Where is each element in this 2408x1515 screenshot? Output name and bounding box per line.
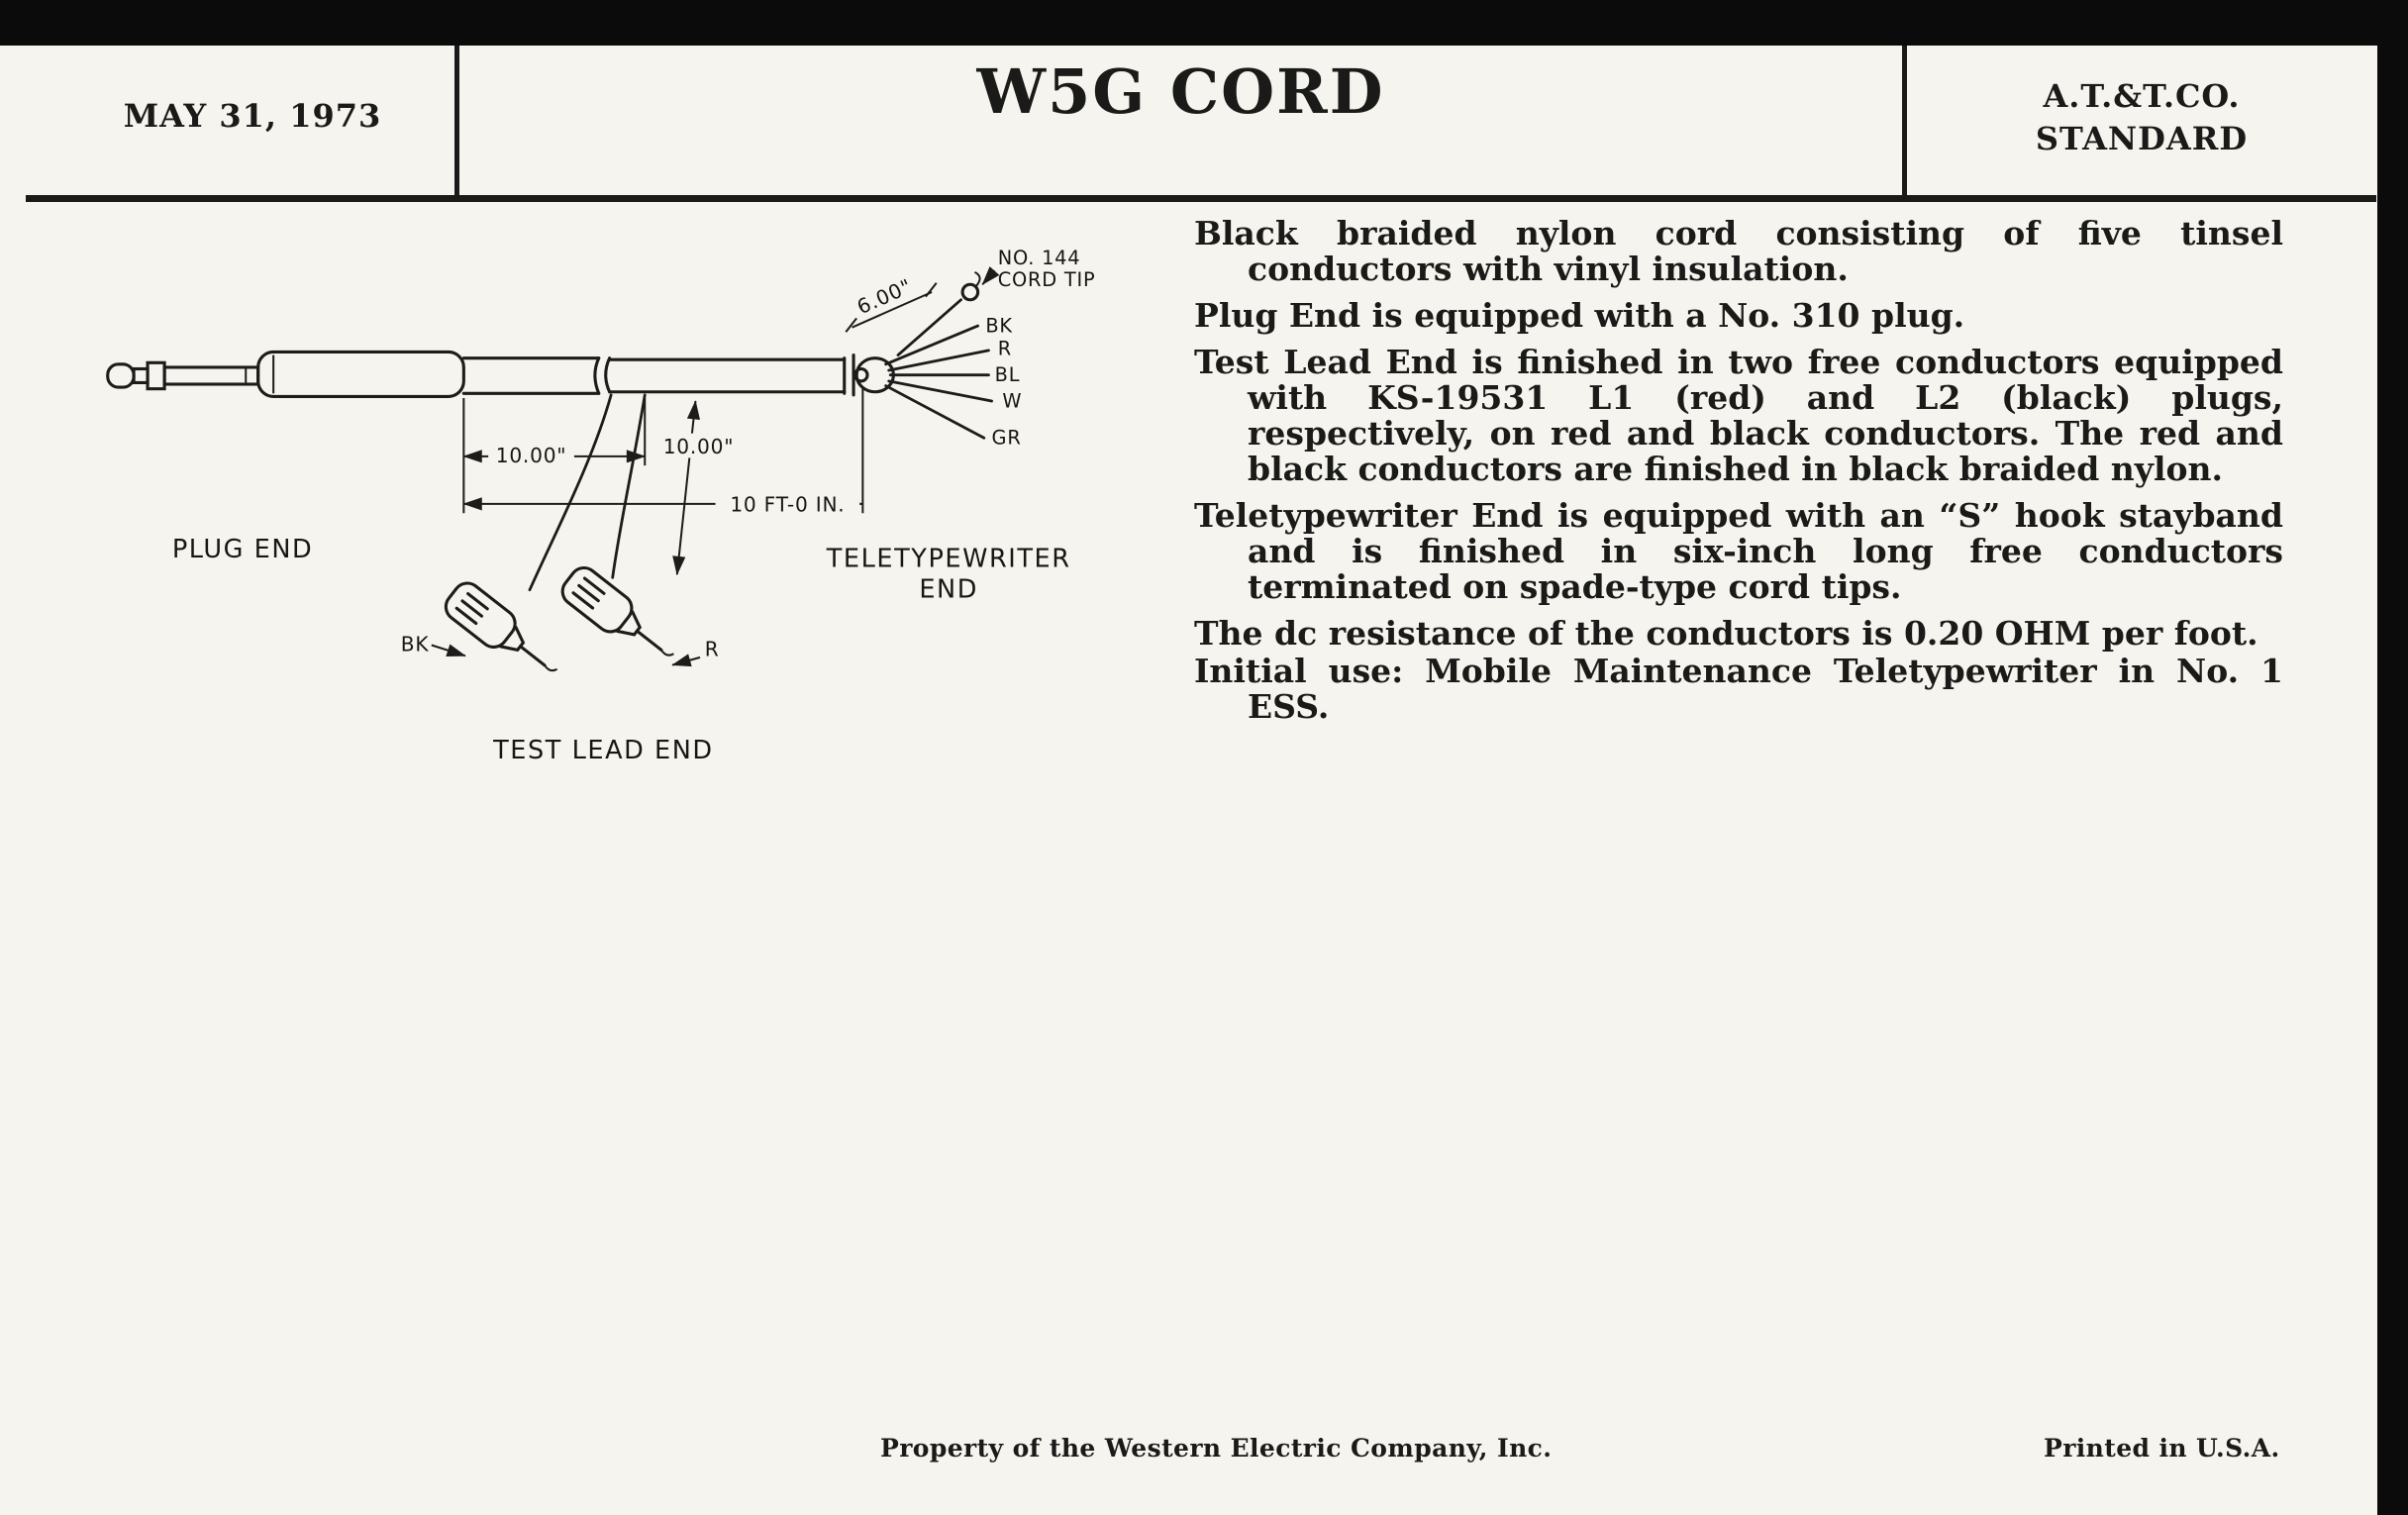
printed-notice: Printed in U.S.A.: [2044, 1434, 2280, 1463]
standard-stamp: [1907, 75, 2376, 160]
header-rule: [26, 195, 2376, 202]
header-divider-right: [1902, 46, 1907, 196]
standard-stamp-line1: A.T.&T.CO.: [2043, 77, 2241, 115]
test-lead-r-label: R: [704, 637, 720, 661]
scan-top-edge: [0, 0, 2408, 46]
header-divider-left: [454, 46, 459, 196]
spec-paragraph-5: The dc resistance of the conductors is 0.20 OHM per foot.: [1194, 614, 2258, 653]
teletypewriter-end-label-line2: END: [919, 574, 978, 605]
spec-paragraph-1: Black braided nylon cord consisting of five tinsel conductors with vinyl insulation.: [1194, 214, 2283, 288]
teletypewriter-end-label-line1: TELETYPEWRITER: [826, 544, 1071, 574]
dimension-ten-inch-lead-label: 10.00": [662, 434, 735, 458]
specification-text: [1194, 216, 2283, 736]
plug-end-drawing: [108, 352, 853, 396]
spec-paragraph-3: Test Lead End is finished in two free conductors equipped with KS-19531 L1 (red) and L2 (black) plugs, respectively, on red and black conductors. The red and black conductors are finished in black braided nylon.: [1194, 343, 2283, 488]
conductor-label-r: R: [997, 337, 1012, 360]
property-notice: Property of the Western Electric Company, Inc.: [880, 1434, 1553, 1463]
dimension-overall-label: 10 FT-0 IN.: [730, 492, 846, 517]
issue-date: MAY 31, 1973: [123, 97, 382, 135]
scan-right-edge: [2377, 0, 2408, 1515]
dimension-six-inch: [846, 274, 936, 333]
spec-paragraph-2: Plug End is equipped with a No. 310 plug.: [1194, 296, 1965, 335]
conductor-label-bl: BL: [994, 362, 1021, 386]
spec-paragraph-6: Initial use: Mobile Maintenance Teletypewriter in No. 1 ESS.: [1194, 652, 2283, 726]
spec-paragraph-4: Teletypewriter End is equipped with an “S” hook stayband and is finished in six-inch long free conductors terminated on spade-type cord tips.: [1194, 496, 2283, 606]
test-lead-end-label: TEST LEAD END: [493, 736, 714, 766]
conductor-label-w: W: [1002, 389, 1023, 413]
cord-tip-label-line2: CORD TIP: [997, 267, 1096, 291]
test-lead-bk-label: BK: [400, 632, 430, 656]
conductor-label-gr: GR: [991, 426, 1022, 450]
cord-tip-label-line1: NO. 144: [997, 247, 1081, 270]
dimension-ten-inch-cord-label: 10.00": [495, 444, 567, 468]
cord-tip-callout: [982, 247, 1095, 291]
standard-stamp-line2: STANDARD: [2035, 120, 2249, 157]
dimension-lines: [463, 387, 862, 574]
plug-end-label: PLUG END: [171, 535, 314, 565]
document-title: W5G CORD: [976, 55, 1385, 128]
cord-diagram: [92, 231, 1121, 783]
conductor-label-bk: BK: [985, 314, 1013, 338]
dimension-six-inch-label: 6.00": [853, 273, 916, 320]
